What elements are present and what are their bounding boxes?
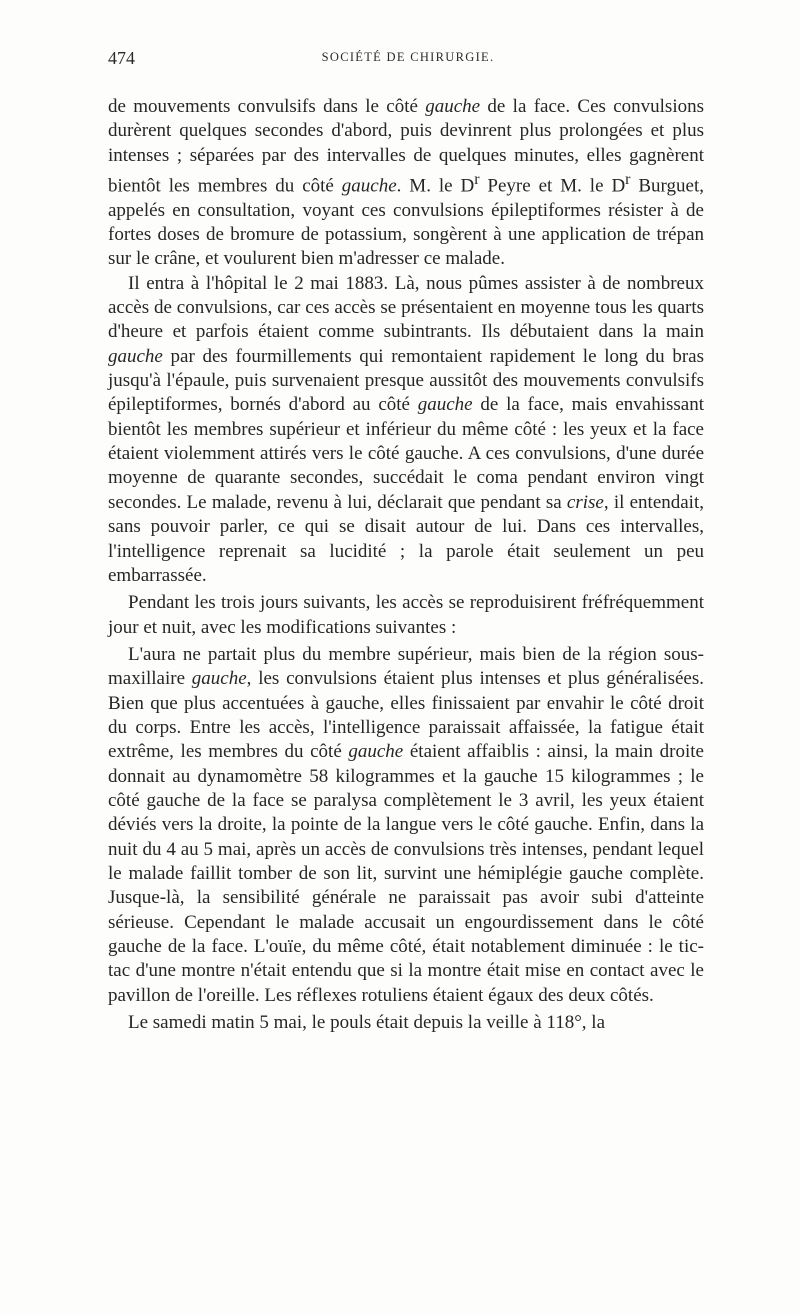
paragraph-continuation: de mouvements convulsifs dans le côté gauche de la face. Ces convulsions durèrent quelques secondes d'abord, puis devinrent plus prolongées et plus intenses ; séparées par des intervalles de quelques minutes, elles gagnèrent bientôt les membres du côté gauche. M. le $D^r$ Peyre et M. le $D^r$ Burguet, appelés en consultation, voyant ces convulsions épileptiformes résister à de fortes doses de bromure de potassium, songèrent à une application de trépan sur le crâne, et voulurent bien m'adresser ce malade.: [108, 96, 704, 270]
paragraph-following-days: Pendant les trois jours suivants, les accès se reproduisirent fréfréquemment jour et nuit, avec les modifications suivantes :: [108, 592, 704, 638]
running-title: SOCIÉTÉ DE CHIRURGIE.: [321, 50, 495, 64]
paragraph-modifications: L'aura ne partait plus du membre supérieur, mais bien de la région sous-maxillaire gauche, les convulsions étaient plus intenses et plus généralisées. Bien que plus accentuées à gauche, elles finissaient par envahir le côté droit du corps. Entre les accès, l'intelligence paraissait affaissée, la fatigue était extrême, les membres du côté gauche étaient affaiblis : ainsi, la main droite donnait au dynamomètre 58 kilogrammes et la gauche 15 kilogrammes ; le côté gauche de la face se paralysa complètement le 3 avril, les yeux étaient déviés vers la droite, la pointe de la langue vers le côté gauche. Enfin, dans la nuit du 4 au 5 mai, après un accès de convulsions très intenses, pendant lequel le malade faillit tomber de son lit, survint une hémiplégie gauche complète. Jusque-là, la sensibilité générale ne paraissait pas avoir subi d'atteinte sérieuse. Cependant le malade accusait un engourdissement dans le côté gauche de la face. L'ouïe, du même côté, était notablement diminuée : le tic-tac d'une montre n'était entendu que si la montre était mise en contact avec le pavillon de l'oreille. Les réflexes rotuliens étaient égaux des deux côtés.: [108, 643, 704, 1006]
paragraph-admission: Il entra à l'hôpital le 2 mai 1883. Là, nous pûmes assister à de nombreux accès de convulsions, car ces accès se présentaient en moyenne tous les quarts d'heure et parfois étaient comme subintrants. Ils débutaient dans la main gauche par des fourmillements qui remontaient rapidement le long du bras jusqu'à l'épaule, puis survenaient presque aussitôt des mouvements convulsifs épileptiformes, bornés d'abord au côté gauche de la face, mais envahissant bientôt les membres supérieur et inférieur du même côté : les yeux et la face étaient violemment attirés vers le côté gauche. A ces convulsions, d'une durée moyenne de quarante secondes, succédait le coma pendant environ vingt secondes. Le malade, revenu à lui, déclarait que pendant sa crise, il entendait, sans pouvoir parler, ce qui se disait autour de lui. Dans ces intervalles, l'intelligence reprenait sa lucidité ; la parole était seulement un peu embarrassée.: [108, 272, 704, 586]
body-text: [108, 95, 704, 1035]
paragraph-saturday: Le samedi matin 5 mai, le pouls était depuis la veille à 118°, la: [128, 1012, 606, 1034]
page-number: 474: [108, 48, 135, 68]
running-head: [108, 48, 708, 72]
